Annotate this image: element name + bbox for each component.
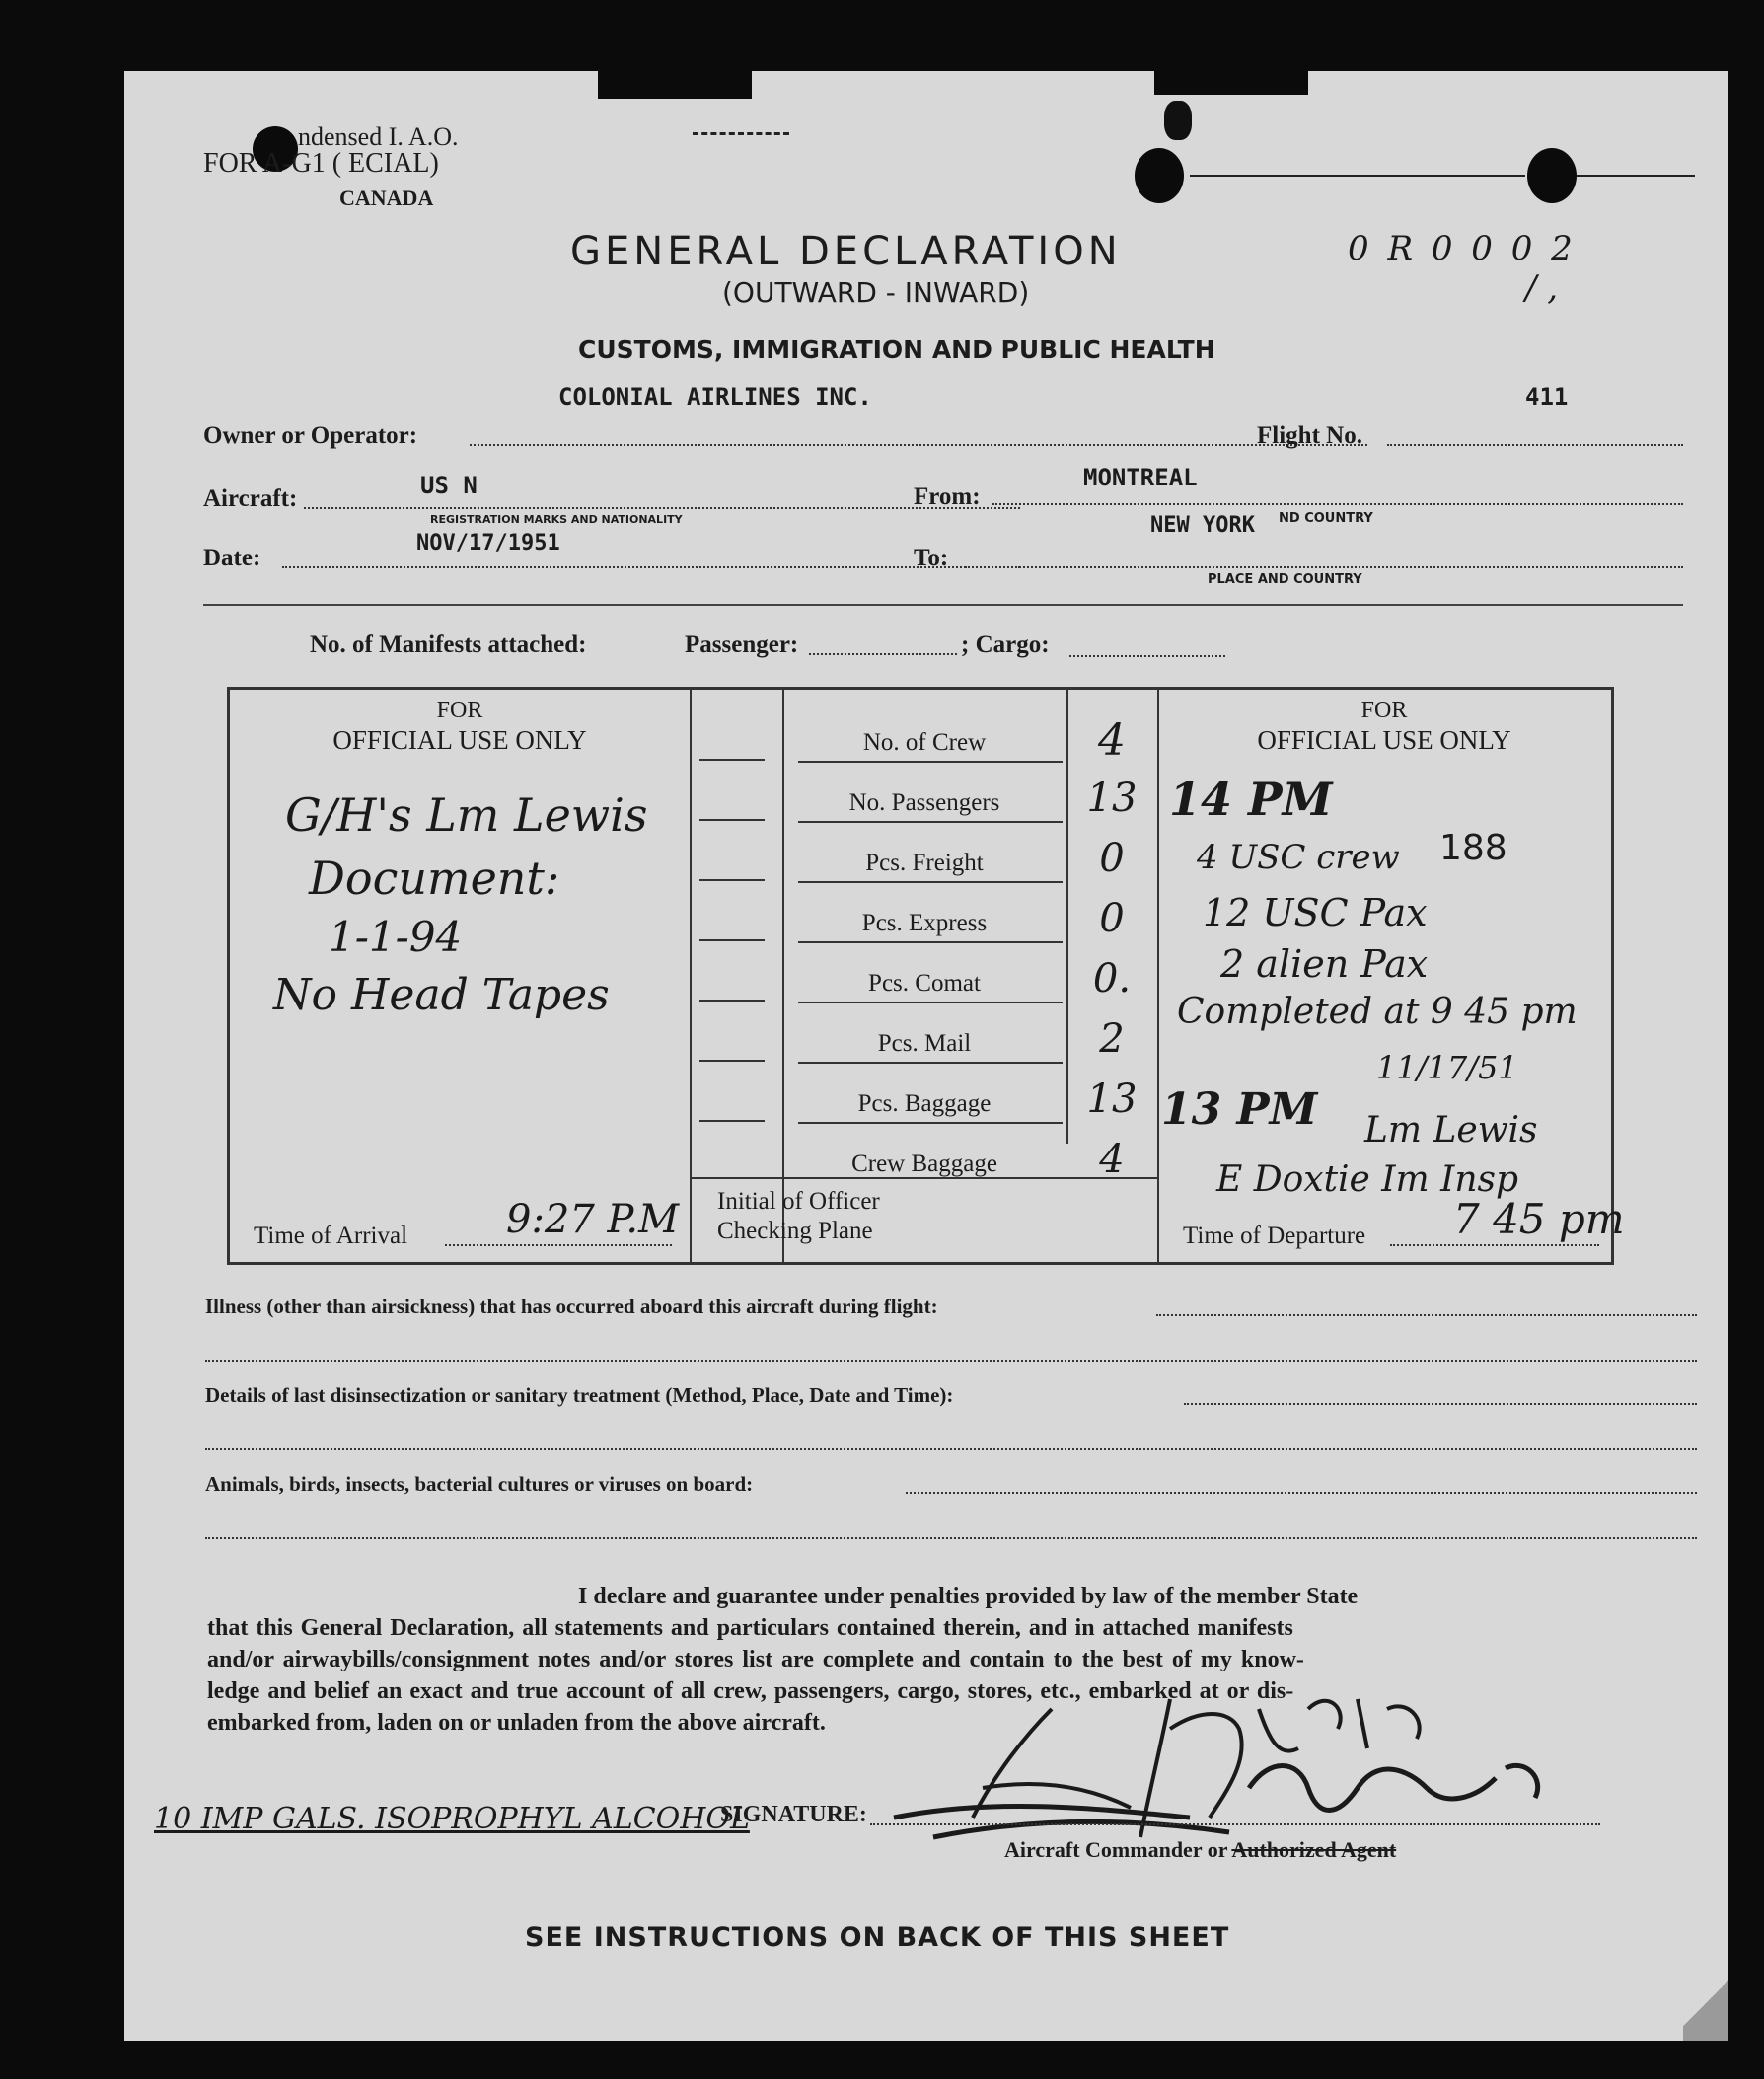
page-curl — [1683, 1966, 1728, 2041]
flight-value: 411 — [1525, 383, 1569, 410]
right-note-2: 4 USC crew — [1197, 838, 1400, 877]
right-note-6: Completed at 9 45 pm — [1177, 992, 1578, 1032]
cargo-label: ; Cargo: — [961, 631, 1050, 658]
row-tick-left — [699, 759, 765, 761]
declaration-line1: I declare and guarantee under penalties provided by law of the member State — [578, 1584, 1359, 1609]
left-header-line1: FOR — [436, 698, 483, 723]
row-tick-left — [699, 1120, 765, 1122]
left-note-3: 1-1-94 — [329, 913, 463, 961]
stamp-mark: / , — [1525, 268, 1559, 308]
row-tick-left — [699, 1000, 765, 1002]
signature-label: SIGNATURE: — [720, 1802, 867, 1827]
to-line — [965, 566, 1683, 568]
departure-line — [1390, 1244, 1599, 1246]
right-note-5: 2 alien Pax — [1220, 942, 1429, 986]
row-value: 0 — [1099, 896, 1125, 941]
left-header-line2: OFFICIAL USE ONLY — [332, 725, 587, 755]
row-label: Pcs. Comat — [868, 970, 981, 997]
left-note-4: No Head Tapes — [273, 970, 610, 1020]
instructions-footer: SEE INSTRUCTIONS ON BACK OF THIS SHEET — [525, 1922, 1230, 1953]
declaration-sheet — [124, 71, 1728, 2041]
row-label: Pcs. Mail — [877, 1030, 972, 1057]
row-value: 4 — [1098, 715, 1126, 766]
aircraft-label: Aircraft: — [203, 485, 298, 512]
disinsect-line-2 — [205, 1448, 1697, 1450]
hole-line-2 — [1577, 175, 1695, 177]
form-title: GENERAL DECLARATION — [570, 229, 1122, 274]
left-header — [230, 696, 690, 755]
from-value: MONTREAL — [1083, 464, 1198, 491]
row-label: Pcs. Express — [861, 910, 988, 936]
declaration-line4: ledge and belief an exact and true account of all crew, passengers, cargo, stores, etc., embarked at or dis- — [207, 1678, 1294, 1704]
top-mark — [1164, 101, 1192, 140]
top-dash — [693, 132, 789, 135]
officer-label — [717, 1187, 880, 1246]
right-header — [1157, 696, 1611, 755]
declaration-line3: and/or airwaybills/consignment notes and/or stores list are complete and contain to the best of my know- — [207, 1647, 1304, 1672]
passenger-label: Passenger: — [685, 631, 799, 658]
row-tick-left — [699, 879, 765, 881]
illness-label: Illness (other than airsickness) that has occurred aboard this aircraft during flight: — [205, 1295, 938, 1318]
hole-line-1 — [1190, 175, 1525, 177]
signature-caption-b: Authorized Agent — [1231, 1837, 1397, 1862]
top-tab-2 — [1154, 67, 1308, 95]
row-value: 13 — [1086, 776, 1138, 821]
row-underline — [798, 941, 1063, 943]
departure-label: Time of Departure — [1183, 1223, 1366, 1249]
animals-line-2 — [205, 1537, 1697, 1539]
table-divider-1 — [690, 690, 692, 1262]
punch-hole-right-1 — [1135, 148, 1184, 203]
row-underline — [798, 1122, 1063, 1124]
animals-line-1 — [906, 1492, 1697, 1494]
right-note-10: E Doxtie Im Insp — [1216, 1159, 1519, 1200]
aircraft-caption: REGISTRATION MARKS AND NATIONALITY — [430, 513, 683, 526]
row-label: No. of Crew — [862, 729, 987, 756]
form-id-line1: ndensed I. A.O. — [298, 122, 459, 151]
passenger-line — [809, 653, 957, 655]
right-header-line1: FOR — [1360, 698, 1408, 723]
left-note-1: G/H's Lm Lewis — [285, 788, 648, 842]
disinsect-label: Details of last disinsectization or sanitary treatment (Method, Place, Date and Time): — [205, 1383, 954, 1407]
row-value: 0. — [1092, 956, 1132, 1002]
to-caption: PLACE AND COUNTRY — [1208, 572, 1362, 587]
right-note-7: 11/17/51 — [1376, 1049, 1518, 1086]
aircraft-value: US N — [420, 472, 478, 499]
to-label: To: — [914, 545, 949, 571]
arrival-label: Time of Arrival — [254, 1223, 408, 1249]
form-subtitle: (OUTWARD - INWARD) — [722, 276, 1030, 309]
form-id-line3: CANADA — [339, 186, 434, 210]
left-note-2: Document: — [309, 852, 560, 905]
manifests-label: No. of Manifests attached: — [310, 631, 587, 658]
row-underline — [798, 761, 1063, 763]
right-note-1: 14 PM — [1169, 773, 1333, 826]
row-underline — [798, 821, 1063, 823]
row-underline — [798, 881, 1063, 883]
illness-line-2 — [205, 1360, 1697, 1362]
date-line — [282, 566, 1020, 568]
signature-caption-a: Aircraft Commander or — [1004, 1837, 1232, 1862]
row-label: Pcs. Baggage — [857, 1090, 992, 1117]
from-caption: ND COUNTRY — [1279, 511, 1373, 526]
row-label: Pcs. Freight — [865, 850, 984, 876]
row-value: 13 — [1086, 1077, 1138, 1122]
officer-label-line2: Checking Plane — [717, 1218, 873, 1244]
table-divider-4 — [1157, 690, 1159, 1262]
departure-value: 7 45 pm — [1453, 1195, 1625, 1243]
right-header-line2: OFFICIAL USE ONLY — [1257, 725, 1511, 755]
animals-label: Animals, birds, insects, bacterial cultures or viruses on board: — [205, 1472, 754, 1496]
row-label: No. Passengers — [848, 789, 1000, 816]
row-value: 4 — [1099, 1137, 1125, 1182]
officer-label-line1: Initial of Officer — [717, 1188, 880, 1215]
cargo-line — [1069, 655, 1225, 657]
row-label: Crew Baggage — [851, 1151, 997, 1177]
row-tick-left — [699, 1060, 765, 1062]
disinsect-line-1 — [1184, 1403, 1697, 1405]
row-tick-left — [699, 819, 765, 821]
owner-line — [470, 444, 1367, 446]
header-rule — [203, 604, 1683, 606]
row-value: 0 — [1099, 836, 1125, 881]
date-label: Date: — [203, 545, 261, 571]
right-note-8: 13 PM — [1161, 1084, 1318, 1135]
arrival-value: 9:27 P.M — [506, 1197, 680, 1242]
commander-signature — [874, 1670, 1644, 1857]
date-value: NOV/17/1951 — [416, 531, 560, 556]
arrival-line — [445, 1244, 672, 1246]
signature-line — [870, 1823, 1600, 1825]
top-tab — [598, 67, 752, 99]
from-line — [992, 503, 1683, 505]
right-note-3: 188 — [1439, 828, 1507, 868]
manifest-table — [227, 687, 1625, 1265]
row-underline — [798, 1002, 1063, 1003]
owner-label: Owner or Operator: — [203, 422, 418, 449]
right-note-9: Lm Lewis — [1364, 1110, 1538, 1151]
row-underline — [798, 1062, 1063, 1064]
punch-hole-right-2 — [1527, 148, 1577, 203]
signature-caption — [1004, 1837, 1396, 1863]
row-value: 2 — [1099, 1016, 1125, 1062]
row-tick-left — [699, 939, 765, 941]
form-id-line2: FOR A-G1 ( ECIAL) — [203, 148, 439, 179]
owner-value: COLONIAL AIRLINES INC. — [558, 383, 872, 410]
form-subtitle-2: CUSTOMS, IMMIGRATION AND PUBLIC HEALTH — [578, 335, 1215, 364]
declaration-line5: embarked from, laden on or unladen from the above aircraft. — [207, 1710, 826, 1736]
illness-line-1 — [1156, 1314, 1697, 1316]
to-value: NEW YORK — [1150, 513, 1255, 538]
alcohol-note: 10 IMP GALS. ISOPROPHYL ALCOHOL — [154, 1802, 750, 1836]
declaration-line2: that this General Declaration, all statements and particulars contained therein, and in attached manifests — [207, 1615, 1293, 1641]
from-label: From: — [914, 483, 981, 510]
stamp-number: 0 R 0 0 0 2 — [1348, 229, 1577, 268]
right-note-4: 12 USC Pax — [1203, 891, 1428, 934]
flight-line — [1387, 444, 1683, 446]
flight-label: Flight No. — [1257, 422, 1362, 449]
